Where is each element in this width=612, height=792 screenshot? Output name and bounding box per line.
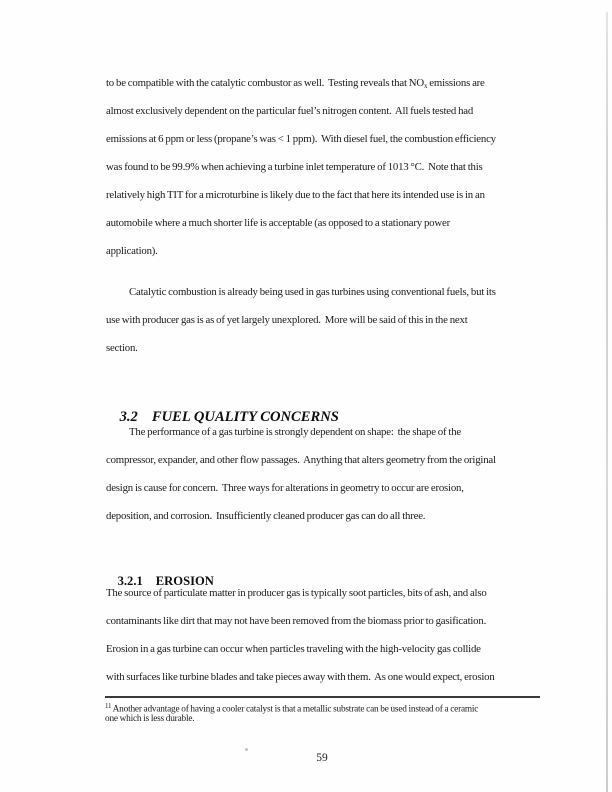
page-number: 59 xyxy=(316,752,328,764)
text-line: was found to be 99.9% when achieving a turbine inlet temperature of 1013 °C. Note that this xyxy=(106,161,483,173)
text-line: The performance of a gas turbine is strongly dependent on shape: the shape of the xyxy=(129,426,461,438)
text-line: automobile where a much shorter life is acceptable (as opposed to a stationary power xyxy=(106,217,450,229)
text-line: Erosion in a gas turbine can occur when particles traveling with the high-velocity gas collide xyxy=(106,643,481,655)
text-line: section. xyxy=(106,342,138,354)
section-number: 3.2 xyxy=(119,409,138,425)
subsection-number: 3.2.1 xyxy=(117,574,143,588)
section-title: FUEL QUALITY CONCERNS xyxy=(151,409,339,425)
scan-speck-artifact xyxy=(245,748,248,751)
footnote-11 xyxy=(105,700,478,726)
text-line: design is cause for concern. Three ways for alterations in geometry to occur are erosion, xyxy=(106,482,464,494)
text-line: to be compatible with the catalytic combustor as well. Testing reveals that $NO_x$ emissions are xyxy=(106,77,485,90)
text-line: one which is less durable. xyxy=(105,714,195,724)
text-line: emissions at 6 ppm or less (propane’s was < 1 ppm). With diesel fuel, the combustion efficiency xyxy=(106,133,496,145)
text-line: The source of particulate matter in producer gas is typically soot particles, bits of ash, and also xyxy=(106,587,487,599)
text-line: Catalytic combustion is already being used in gas turbines using conventional fuels, but its xyxy=(129,286,496,298)
paragraph-catalytic-combustor-continuation xyxy=(106,69,496,265)
text-line: use with producer gas is as of yet largely unexplored. More will be said of this in the next xyxy=(106,314,468,326)
text-line: compressor, expander, and other flow passages. Anything that alters geometry from the original xyxy=(106,454,496,466)
paragraph-erosion xyxy=(106,579,495,691)
text-line: deposition, and corrosion. Insufficiently cleaned producer gas can do all three. xyxy=(106,510,426,522)
text-line: application). xyxy=(106,245,158,257)
text-line: almost exclusively dependent on the particular fuel’s nitrogen content. All fuels tested had xyxy=(106,105,474,117)
footnote-separator-rule xyxy=(105,696,540,698)
text-line: relatively high TIT for a microturbine is likely due to the fact that here its intended use is in an xyxy=(106,189,485,201)
text-line: $^{11}$ Another advantage of having a cooler catalyst is that a metallic substrate can be used instead of a ceramic xyxy=(105,702,479,715)
subsection-title: EROSION xyxy=(155,574,214,588)
scan-edge-artifact xyxy=(606,12,608,792)
text-line: contaminants like dirt that may not have been removed from the biomass prior to gasification. xyxy=(106,615,487,627)
paragraph-catalytic-combustion xyxy=(106,278,496,362)
text-line: with surfaces like turbine blades and take pieces away with them. As one would expect, erosion xyxy=(106,671,495,683)
paragraph-gas-turbine-performance xyxy=(106,418,496,530)
